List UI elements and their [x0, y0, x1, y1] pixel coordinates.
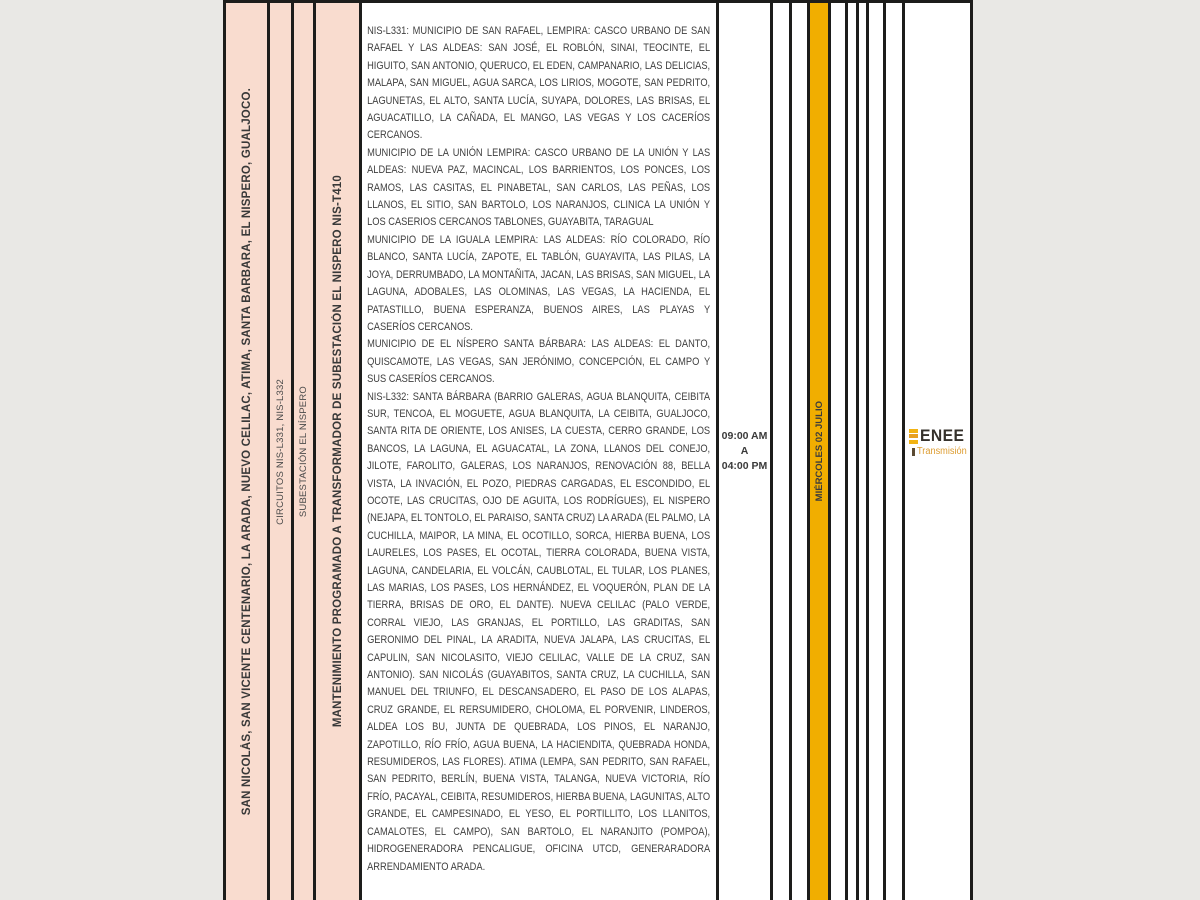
paragraph-el-nispero: MUNICIPIO DE EL NÍSPERO SANTA BÁRBARA: LAS ALDEAS: EL DANTO, QUISCAMOTE, LAS VEGAS, SAN JERÓNIMO, CONCEPCIÓN, EL CAMPO Y SUS CASERÍOS CERCANOS.	[367, 338, 711, 386]
circuits-label: CIRCUITOS NIS-L331, NIS-L332	[275, 378, 286, 525]
col-circuits	[270, 3, 294, 900]
col-substation	[294, 3, 316, 900]
empty-day-column-2	[792, 3, 810, 900]
affected-areas-text	[362, 3, 715, 876]
time-range	[719, 429, 770, 474]
empty-day-column-3	[831, 3, 848, 900]
col-affected-zones	[223, 3, 270, 900]
substation-label: SUBESTACIÓN EL NÍSPERO	[298, 385, 309, 518]
time-end: 04:00 PM	[721, 460, 768, 472]
col-logo	[905, 3, 973, 900]
paragraph-nis-l332: NIS-L332: SANTA BÁRBARA (BARRIO GALERAS, AGUA BLANQUITA, CEIBITA SUR, TENCOA, EL MOGUETE, AGUA BLANQUITA, LA CEIBITA, GUALJOCO, SANTA RITA DE ORIENTE, LOS ANISES, LA CUESTA, CERRO GRANDE, LOS BANCOS, LA LAGUNA, EL AGUACATAL, LA ZONA, LLANOS DEL CONEJO, JILOTE, FAROLITO, GALERAS, LOS NARANJOS, RENOVACIÓN 88, BELLA VISTA, LA INVACIÓN, EL POZO, PIEDRAS CARGADAS, EL ESCONDIDO, EL OCOTE, LAS CRUCITAS, OJO DE AGUITA, LOS RODRÍGUES), EL NISPERO (NEJAPA, EL TONTOLO, EL PARAISO, SANTA CRUZ) LA ARADA (EL PALMO, LA CUCHILLA, MAIPOR, LA MINA, EL OCOTILLO, SORCA, HIERBA BUENA, LOS LAURELES, LOS PASES, EL OCOTAL, TIERRA COLORADA, BUENA VISTA, LAGUNA, CANDELARIA, EL VOLCÁN, CAUBLOTAL, EL TULAR, LOS PLANES, LAS MARIAS, LOS PASES, LOS HERNÁNDEZ, EL VOQUERÓN, PLAN DE LA TIERRA, BRISAS DE ORO, EL DANTE). NUEVA CELILAC (PALO VERDE, CORRAL VIEJO, LAS GRANJAS, EL PORTILLO, LAS GRADITAS, SAN GERONIMO DEL PINAL, LA ARADITA, NUEVA JALAPA, LAS CRUCITAS, EL CAPULIN, SAN NICOLASITO, VIEJO CELILAC, VALLE DE LA CRUZ, SAN ANTONIO). SAN NICOLÁS (GUAYABITOS, SANTA CRUZ, LA CUCHILLA, SAN MANUEL DEL TRIUNFO, EL DESCANSADERO, EL PASO DE LOS ALAPAS, CRUZ GRANDE, EL RERSUMIDERO, CHOLOMA, EL PORVENIR, LINDEROS, ALDEA LOS BU, JUNTA DE QUEBRADA, LOS PINOS, EL NARANJO, ZAPOTILLO, RÍO FRÍO, AGUA BUENA, LA HACIENDITA, QUEBRADA HONDA, RESUMIDEROS, LAS FLORES). ATIMA (LEMPA, SAN PEDRITO, SAN RAFAEL, SAN PEDRITO, BERLÍN, BUENA VISTA, TALANGA, NUEVA VICTORIA, RÍO FRÍO, PACAYAL, CEIBITA, RESUMIDEROS, HIERBA BUENA, LAGUNITAS, ALTO GRANDE, EL CAMPESINADO, EL YESO, EL PORTILLITO, LOS LLANITOS, CAMALOTES, EL CAMPO), SAN BARTOLO, EL NARANJITO (POMPOA), HIDROGENERADORA PENCALIGUE, OFICINA UTCD, GENERARADORA ARRENDAMIENTO ARADA.	[367, 390, 711, 873]
paragraph-la-union: MUNICIPIO DE LA UNIÓN LEMPIRA: CASCO URBANO DE LA UNIÓN Y LAS ALDEAS: NUEVA PAZ, MACINCAL, LOS BARRIENTOS, LOS PONCES, LOS RAMOS, LAS CASITAS, EL PINABETAL, SAN CARLOS, LAS PEÑAS, LOS LLANOS, EL SITIO, SAN BARTOLO, LOS NARANJOS, CLINICA LA UNIÓN Y LOS CASERIOS CERCANOS TABLONES, GUAYABITA, TARAGUAL	[367, 146, 711, 229]
empty-day-column-6	[869, 3, 886, 900]
maintenance-schedule-table	[223, 0, 973, 900]
enee-logo	[909, 426, 973, 457]
work-description-label: MANTENIMIENTO PROGRAMADO A TRANSFORMADOR DE SUBESTACIÓN EL NISPERO NIS-T410	[331, 175, 344, 728]
col-time-range	[719, 3, 773, 900]
empty-day-column-7	[886, 3, 905, 900]
enee-subtitle-tick-icon	[912, 448, 915, 456]
empty-day-column-1	[773, 3, 792, 900]
empty-day-column-5	[859, 3, 869, 900]
zones-label: SAN NICOLÁS, SAN VICENTE CENTENARIO, LA ARADA, NUEVO CELILAC, ATIMA, SANTA BARBARA, EL NISPERO, GUALJOCO.	[240, 87, 253, 816]
paragraph-la-iguala: MUNICIPIO DE LA IGUALA LEMPIRA: LAS ALDEAS: RÍO COLORADO, RÍO BLANCO, SANTA LUCÍA, ZAPOTE, EL TABLÓN, GUAYAVITA, LAS PILAS, LA JOYA, DERRUMBADO, LA MONTAÑITA, JACAN, LAS BRISAS, SAN MIGUEL, LA LAGUNA, ADOBALES, LAS OLOMINAS, LAS VEGAS, LA HACIENDA, EL PATASTILLO, BUENA ESPERANZA, BUENOS AIRES, LAS PLAYAS Y CASERÍOS CERCANOS.	[367, 233, 711, 333]
empty-day-column-4	[848, 3, 859, 900]
enee-logo-mark-icon	[909, 429, 918, 444]
col-date-highlight	[810, 3, 831, 900]
col-affected-areas	[362, 3, 719, 900]
time-start: 09:00 AM A	[721, 430, 768, 457]
col-work-description	[316, 3, 362, 900]
enee-subtitle: Transmisión	[917, 446, 967, 457]
enee-wordmark: ENEE	[920, 426, 965, 445]
paragraph-nis-l331: NIS-L331: MUNICIPIO DE SAN RAFAEL, LEMPIRA: CASCO URBANO DE SAN RAFAEL Y LAS ALDEAS: SAN JOSÉ, EL ROBLÓN, SINAI, TEOCINTE, EL HIGUITO, SAN ANTONIO, QUERUCO, EL EDEN, CAMPANARIO, LAS DELICIAS, MALAPA, SAN MIGUEL, AGUA SARCA, LOS LIRIOS, MOGOTE, SAN PEDRITO, LAGUNETAS, EL ALTO, SANTA LUCÍA, SUYAPA, DOLORES, LAS BRISAS, EL AGUACATILLO, LA CAÑADA, EL MANGO, LAS VEGAS Y LOS CACERÍOS CERCANOS.	[367, 25, 711, 142]
date-label: MIÉRCOLES 02 JULIO	[813, 401, 825, 502]
